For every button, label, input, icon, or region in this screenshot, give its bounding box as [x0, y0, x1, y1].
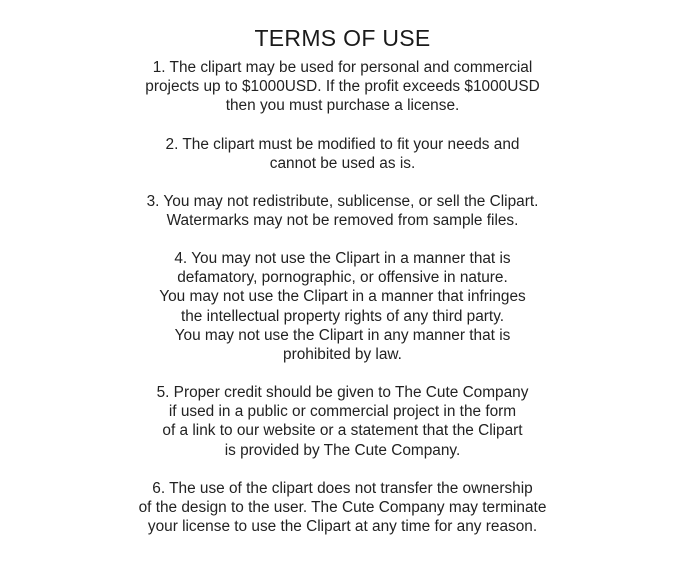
term-line: the intellectual property rights of any third party.: [180, 307, 505, 325]
term-line: is provided by The Cute Company.: [224, 441, 461, 459]
term-1: [0, 58, 685, 116]
term-line: prohibited by law.: [283, 346, 402, 364]
term-line: if used in a public or commercial project in the form: [168, 403, 517, 421]
term-line: 1. The clipart may be used for personal and commercial: [152, 59, 533, 76]
term-line: 6. The use of the clipart does not transfer the ownership: [152, 480, 533, 497]
term-line: of a link to our website or a statement that the Clipart: [162, 422, 523, 440]
term-line: 2. The clipart must be modified to fit your needs and: [165, 136, 520, 153]
term-4: [0, 249, 685, 364]
term-line: then you must purchase a license.: [225, 97, 460, 115]
term-2: [0, 135, 685, 173]
term-line: Watermarks may not be removed from sample files.: [166, 212, 519, 230]
term-3: [0, 192, 685, 230]
term-line: 3. You may not redistribute, sublicense, or sell the Clipart.: [146, 193, 539, 210]
term-line: projects up to $1000USD. If the profit exceeds $1000USD: [145, 78, 540, 96]
term-5: [0, 383, 685, 460]
term-line: 4. You may not use the Clipart in a manner that is: [174, 250, 511, 267]
term-line: defamatory, pornographic, or offensive in nature.: [177, 269, 508, 287]
term-line: You may not use the Clipart in a manner that infringes: [159, 288, 526, 306]
term-6: [0, 479, 685, 537]
term-line: cannot be used as is.: [269, 155, 416, 173]
page-title: TERMS OF USE: [254, 25, 431, 51]
term-line: your license to use the Clipart at any time for any reason.: [147, 518, 538, 536]
term-line: of the design to the user. The Cute Company may terminate: [138, 499, 547, 517]
term-line: 5. Proper credit should be given to The Cute Company: [156, 384, 529, 401]
term-line: You may not use the Clipart in any manner that is: [174, 326, 511, 344]
